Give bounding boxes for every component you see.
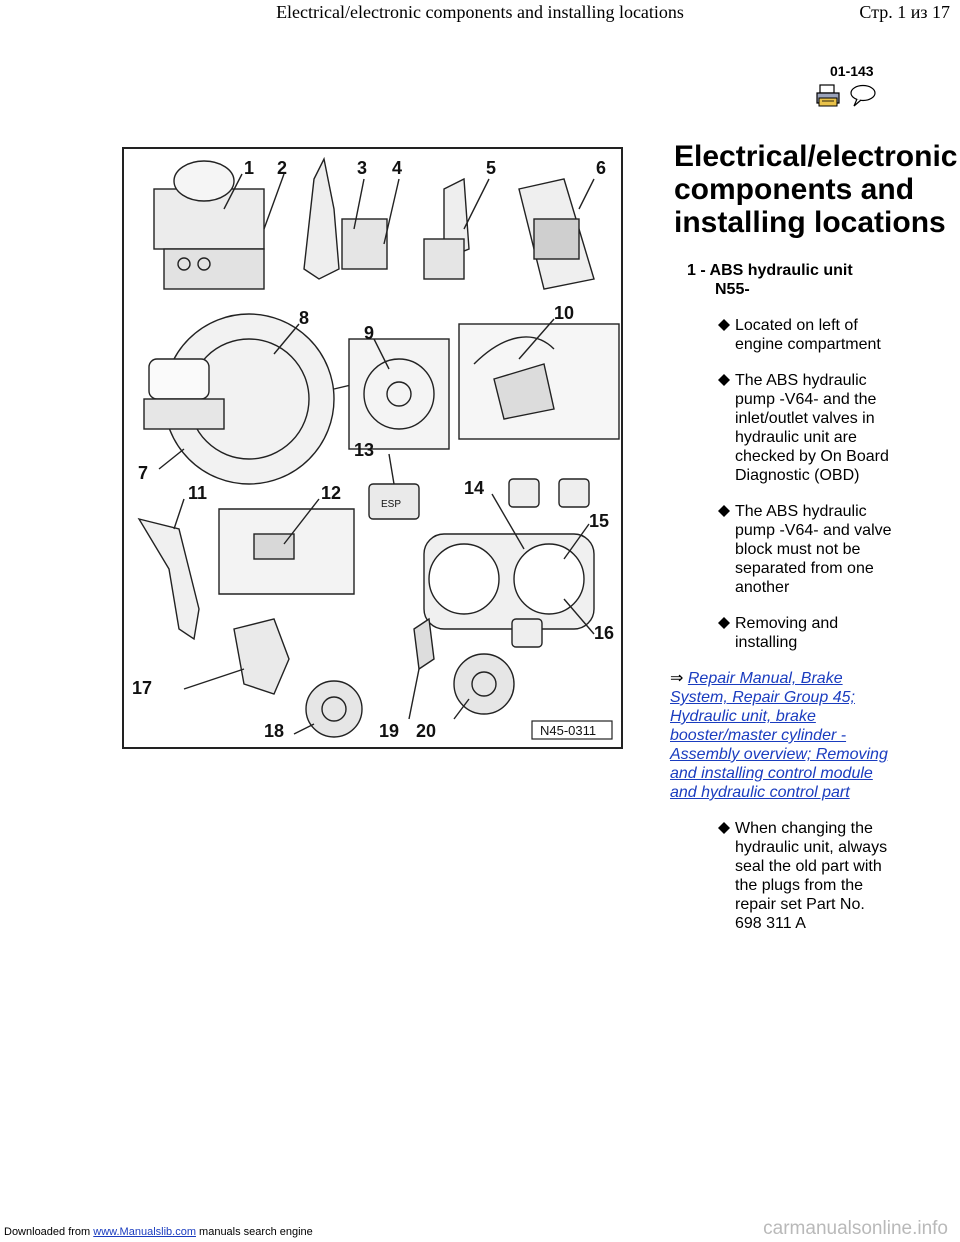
bullet-line: seal the old part with bbox=[735, 858, 882, 875]
section-title bbox=[674, 140, 958, 239]
bullet-line: hydraulic unit are bbox=[735, 429, 857, 446]
bullet-line: Diagnostic (OBD) bbox=[735, 467, 860, 484]
diamond-bullet-icon bbox=[718, 374, 730, 386]
figure-label: N45-0311 bbox=[540, 723, 597, 738]
reference-arrow-icon: ⇒ bbox=[670, 670, 684, 687]
callout-2: 2 bbox=[277, 158, 288, 178]
reference-link[interactable]: and hydraulic control part bbox=[670, 784, 850, 801]
diamond-bullet-icon bbox=[718, 617, 730, 629]
callout-6: 6 bbox=[596, 158, 607, 178]
reference-link[interactable]: Repair Manual, Brake bbox=[687, 670, 843, 687]
item-1-line: 1 - ABS hydraulic unit bbox=[687, 262, 853, 279]
bullet-line: the plugs from the bbox=[735, 877, 864, 894]
bullet-line: pump -V64- and valve bbox=[735, 522, 892, 539]
bullet-line: repair set Part No. bbox=[735, 896, 865, 913]
footer-prefix: Downloaded from bbox=[4, 1226, 94, 1238]
bullet-line: When changing the bbox=[735, 820, 873, 837]
title-line: components and bbox=[674, 173, 915, 206]
callout-20: 20 bbox=[416, 721, 437, 741]
toolbar bbox=[815, 84, 877, 108]
page-indicator: Стр. 1 из 17 bbox=[859, 2, 950, 22]
bullet-line: The ABS hydraulic bbox=[735, 372, 867, 389]
repair-manual-reference bbox=[670, 669, 888, 802]
bullet-line: separated from one bbox=[735, 560, 874, 577]
bullet-line: The ABS hydraulic bbox=[735, 503, 867, 520]
component-diagram bbox=[122, 147, 623, 749]
title-line: installing locations bbox=[674, 206, 946, 239]
bullet-line: block must not be bbox=[735, 541, 861, 558]
callout-1: 1 bbox=[244, 158, 255, 178]
document-header-title: Electrical/electronic components and installing locations bbox=[276, 2, 684, 22]
callout-4: 4 bbox=[392, 158, 403, 178]
bullet-item bbox=[718, 502, 892, 597]
reference-link[interactable]: System, Repair Group 45; bbox=[670, 689, 855, 706]
callout-3: 3 bbox=[357, 158, 368, 178]
bullet-item bbox=[718, 819, 888, 933]
bullet-line: Removing and bbox=[735, 615, 839, 632]
bullet-line: installing bbox=[735, 634, 798, 651]
diamond-bullet-icon bbox=[718, 505, 730, 517]
callout-18: 18 bbox=[264, 721, 285, 741]
title-line: Electrical/electronic bbox=[674, 140, 958, 173]
reference-link[interactable]: Assembly overview; Removing bbox=[670, 746, 888, 763]
item-1-heading bbox=[687, 261, 882, 299]
speech-bubble-icon[interactable] bbox=[849, 84, 877, 108]
callout-14: 14 bbox=[464, 478, 485, 498]
callout-15: 15 bbox=[589, 511, 610, 531]
diamond-bullet-icon bbox=[718, 822, 730, 834]
callout-17: 17 bbox=[132, 678, 153, 698]
reference-link[interactable]: booster/master cylinder - bbox=[670, 727, 847, 744]
callout-8: 8 bbox=[299, 308, 310, 328]
callout-9: 9 bbox=[364, 323, 375, 343]
content-column bbox=[670, 140, 958, 960]
item-1-line: N55- bbox=[715, 281, 750, 298]
bullet-line: pump -V64- and the bbox=[735, 391, 877, 408]
bullet-line: 698 311 A bbox=[735, 915, 806, 932]
page-number: 01-143 bbox=[830, 63, 874, 79]
callout-5: 5 bbox=[486, 158, 497, 178]
bullet-line: engine compartment bbox=[735, 336, 881, 353]
reference-link[interactable]: and installing control module bbox=[670, 765, 873, 782]
bullet-line: inlet/outlet valves in bbox=[735, 410, 875, 427]
watermark: carmanualsonline.info bbox=[763, 1218, 948, 1239]
bullet-line: checked by On Board bbox=[735, 448, 889, 465]
reference-link[interactable]: Hydraulic unit, brake bbox=[670, 708, 816, 725]
callout-7: 7 bbox=[138, 463, 149, 483]
printer-icon[interactable] bbox=[815, 84, 841, 108]
callout-10: 10 bbox=[554, 303, 575, 323]
bullet-line: Located on left of bbox=[735, 317, 858, 334]
bullet-item bbox=[718, 316, 882, 354]
bullet-line: another bbox=[735, 579, 790, 596]
callout-13: 13 bbox=[354, 440, 375, 460]
callout-12: 12 bbox=[321, 483, 342, 503]
callout-16: 16 bbox=[594, 623, 615, 643]
bullet-item bbox=[718, 371, 889, 485]
callout-19: 19 bbox=[379, 721, 400, 741]
footer-suffix: manuals search engine bbox=[195, 1226, 313, 1238]
download-footer bbox=[4, 1226, 313, 1238]
bullet-item bbox=[718, 614, 882, 652]
callout-11: 11 bbox=[188, 483, 208, 503]
esp-switch-text: ESP bbox=[381, 499, 402, 510]
manualslib-link[interactable]: www.Manualslib.com bbox=[93, 1226, 196, 1238]
diamond-bullet-icon bbox=[718, 319, 730, 331]
bullet-line: hydraulic unit, always bbox=[735, 839, 888, 856]
